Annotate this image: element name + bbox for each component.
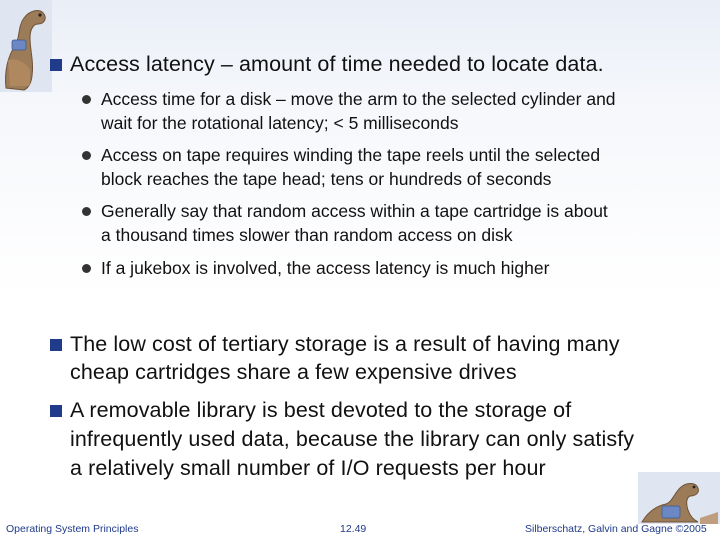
bullet-dot-icon <box>82 207 91 216</box>
sub-bullet-4-line-1: If a jukebox is involved, the access latency is much higher <box>101 258 550 278</box>
sub-bullet-3-line-2: a thousand times slower than random access on disk <box>101 225 513 245</box>
bullet-square-icon <box>50 59 62 71</box>
footer-course-title: Operating System Principles <box>6 523 139 535</box>
dinosaur-logo-icon <box>638 472 720 524</box>
sub-bullet-2-line-1: Access on tape requires winding the tape reels until the selected <box>101 145 601 165</box>
low-cost-line-2: cheap cartridges share a few expensive drives <box>70 360 517 384</box>
bullet-dot-icon <box>82 264 91 273</box>
bullet-square-icon <box>50 405 62 417</box>
sub-bullet-1-line-2: wait for the rotational latency; < 5 milliseconds <box>101 113 459 133</box>
removable-line-3: a relatively small number of I/O requests per hour <box>70 456 546 480</box>
access-latency-heading: Access latency – amount of time needed to locate data. <box>70 52 604 76</box>
sub-bullet-2-line-2: block reaches the tape head; tens or hundreds of seconds <box>101 169 552 189</box>
sub-bullet-3-line-1: Generally say that random access within a tape cartridge is about <box>101 201 608 221</box>
removable-line-2: infrequently used data, because the library can only satisfy <box>70 427 635 451</box>
bullet-dot-icon <box>82 95 91 104</box>
low-cost-line-1: The low cost of tertiary storage is a result of having many <box>70 332 620 356</box>
bullet-square-icon <box>50 339 62 351</box>
sub-bullet-1-line-1: Access time for a disk – move the arm to the selected cylinder and <box>101 89 616 109</box>
footer-slide-number: 12.49 <box>340 523 367 535</box>
dinosaur-logo-icon <box>0 0 52 92</box>
footer-copyright: Silberschatz, Galvin and Gagne ©2005 <box>525 523 707 535</box>
removable-line-1: A removable library is best devoted to the storage of <box>70 398 572 422</box>
bullet-dot-icon <box>82 151 91 160</box>
